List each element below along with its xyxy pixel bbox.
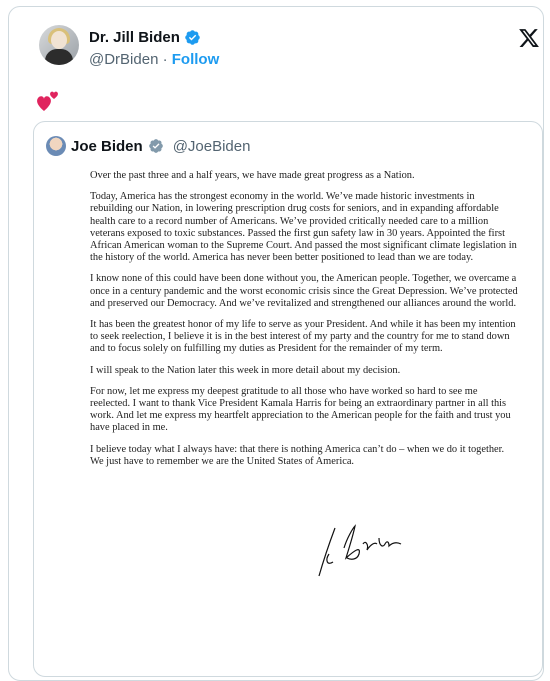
quoted-post-header	[46, 136, 250, 156]
separator: ·	[162, 51, 168, 68]
author-name-row[interactable]	[89, 29, 201, 46]
author-avatar[interactable]	[39, 25, 79, 65]
letter-paragraph: I believe today what I always have: that there is nothing America can’t do – when we do it together. We just have to remember we are the United States of America.	[90, 443, 505, 467]
quoted-post[interactable]	[33, 121, 543, 677]
letter-image	[90, 170, 518, 477]
author-name[interactable]: Dr. Jill Biden	[89, 29, 180, 46]
gov-badge-icon	[148, 138, 164, 154]
letter-paragraph: For now, let me express my deepest gratitude to all those who have worked so hard to see me reelected. I want to thank Vice President Kamala Harris for being an extraordinary partner in all this work. And let me express my heartfelt appreciation to the American people for the faith and trust you have placed in me.	[90, 385, 511, 434]
quoted-author-handle[interactable]: @JoeBiden	[172, 137, 251, 155]
letter-paragraph: Today, America has the strongest economy in the world. We’ve made historic investments in rebuilding our Nation, in lowering prescription drug costs for seniors, and in expanding affordable health care to a record number of Americans. We’ve provided critically needed care to a million veterans exposed to toxic substances. Passed the first gun safety law in 30 years. Appointed the first African American woman to the Supreme Court. And passed the most significant climate legislation in the history of the world. America has never been better positioned to lead than we are today.	[90, 191, 517, 264]
letter-paragraph: I will speak to the Nation later this week in more detail about my decision.	[90, 364, 401, 376]
two-hearts-icon	[35, 87, 61, 113]
author-handle[interactable]: @DrBiden	[89, 51, 159, 68]
signature-image	[289, 514, 419, 578]
letter-paragraph: It has been the greatest honor of my life to serve as your President. And while it has been my intention to seek reelection, I believe it is in the best interest of my party and the country for me to stand down and to focus solely on fulfilling my duties as President for the remainder of my term.	[90, 319, 516, 355]
author-handle-row	[89, 51, 219, 68]
letter-paragraph: I know none of this could have been done without you, the American people. Together, we overcame a once in a century pandemic and the worst economic crisis since the Great Depression. We’ve protected and preserved our Democracy. And we’ve revitalized and strengthened our alliances around the world.	[90, 273, 518, 309]
letter-paragraph: Over the past three and a half years, we have made great progress as a Nation.	[90, 170, 415, 181]
quoted-author-name[interactable]: Joe Biden	[71, 137, 143, 155]
embedded-post-card	[8, 6, 544, 681]
quoted-author-avatar[interactable]	[46, 136, 66, 156]
verified-badge-icon	[184, 29, 201, 46]
follow-button[interactable]: Follow	[171, 51, 220, 68]
x-logo-icon[interactable]	[518, 27, 540, 49]
